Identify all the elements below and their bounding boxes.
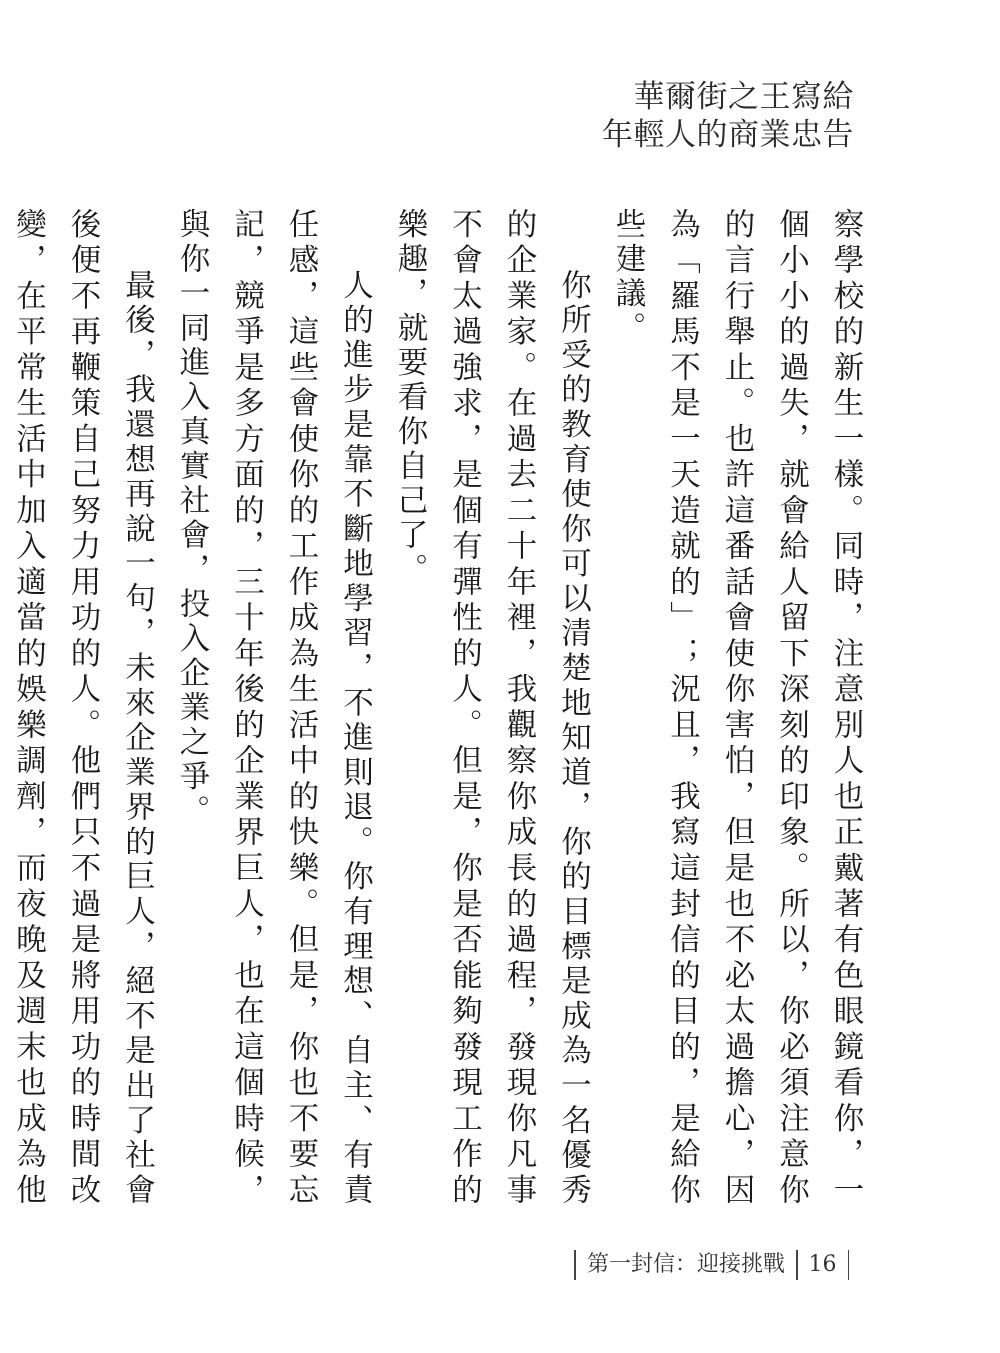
book-title-line-2: 年輕人的商業忠告 [602,117,854,153]
paragraph-2: 你所受的教育使你可以清楚地知道，你的目標是成為一名優秀的企業家。在過去二十年裡，我觀察你成長的過程，發現你凡事不會太過強求，是個有彈性的人。但是，你是否能夠發現工作的樂趣，就要看你自己了。 [392,208,591,1208]
footer-divider-right [848,1250,850,1280]
paragraph-4: 最後，我還想再說一句，未來企業界的巨人，絕不是出了社會後便不再鞭策自己努力用功的人。他們只不過是將用功的時間改變，在平常生活中加入適當的娛樂調劑，而夜晚及週末也成為他 [10,208,155,1208]
footer-divider-left [574,1250,576,1280]
body-text [0,208,872,1208]
page-number: 16 [808,1252,837,1277]
paragraph-1: 察學校的新生一樣。同時，注意別人也正戴著有色眼鏡看你，一個小小的過失，就會給人留下深刻的印象。所以，你必須注意你的言行舉止。也許這番話會使你害怕，但是也不必太過擔心，因為「羅馬不是一天造就的」；況且，我寫這封信的目的，是給你些建議。 [610,208,863,1208]
footer-divider-middle [796,1250,798,1280]
paragraph-3: 人的進步是靠不斷地學習，不進則退。你有理想、自主、有責任感，這些會使你的工作成為生活中的快樂。但是，你也不要忘記，競爭是多方面的，三十年後的企業界巨人，也在這個時候，與你一同進入真實社會，投入企業之爭。 [174,208,373,1208]
running-header [602,78,854,154]
chapter-label: 第一封信：迎接挑戰 [586,1252,785,1277]
page-footer [563,1248,860,1282]
book-title-line-1: 華爾街之王寫給 [633,79,854,115]
